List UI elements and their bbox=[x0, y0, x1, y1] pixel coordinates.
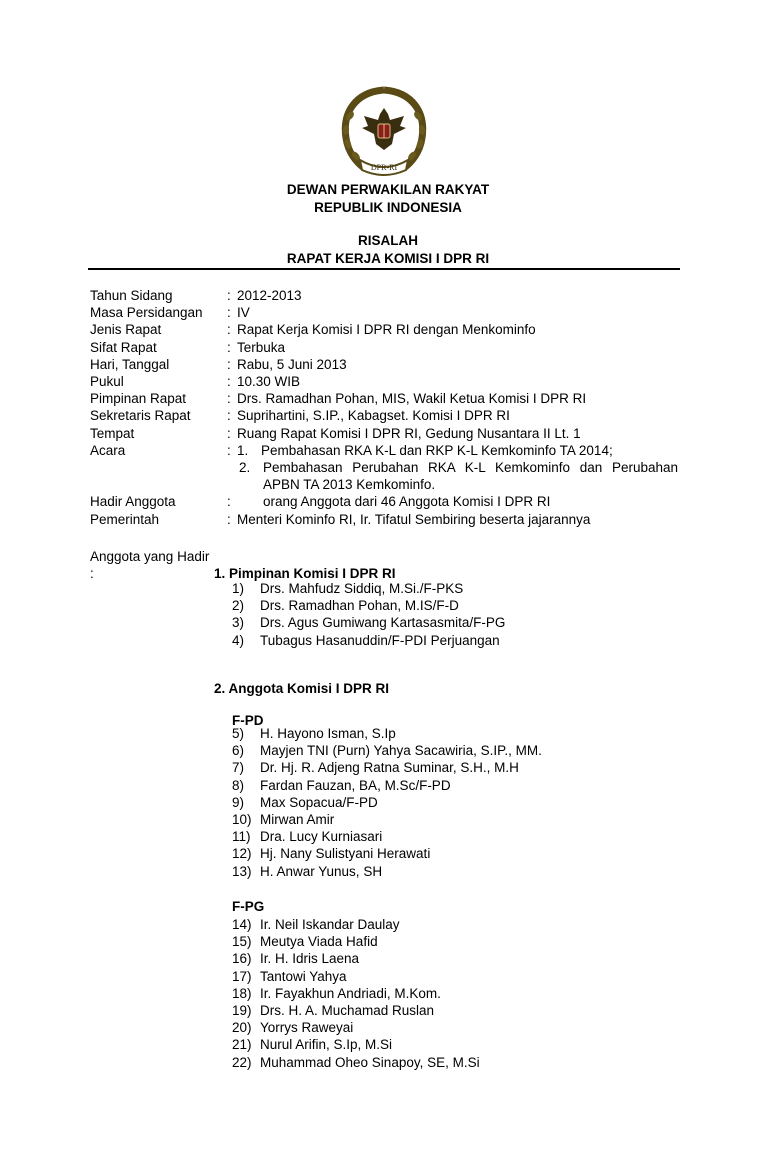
detail-label: Sifat Rapat bbox=[90, 339, 157, 355]
meeting-details bbox=[90, 287, 690, 528]
document-type: RISALAH bbox=[358, 233, 418, 248]
detail-value: Drs. Ramadhan Pohan, MIS, Wakil Ketua Komisi I DPR RI bbox=[237, 391, 587, 407]
detail-value: Menteri Kominfo RI, Ir. Tifatul Sembiring beserta jajarannya bbox=[237, 511, 591, 527]
detail-label: Tahun Sidang bbox=[90, 288, 173, 303]
list-item: 14) Ir. Neil Iskandar Daulay bbox=[232, 917, 400, 932]
institution-name: DEWAN PERWAKILAN RAKYAT bbox=[286, 182, 490, 197]
detail-value: Rabu, 5 Juni 2013 bbox=[237, 356, 347, 372]
pimpinan-list bbox=[232, 580, 505, 649]
attendance-heading bbox=[90, 548, 396, 582]
agenda-list bbox=[237, 442, 690, 494]
faction-label-fpg: F-PG bbox=[232, 899, 265, 914]
detail-value: Ruang Rapat Komisi I DPR RI, Gedung Nusantara II Lt. 1 bbox=[237, 425, 581, 441]
list-item: 12) Hj. Nany Sulistyani Herawati bbox=[232, 846, 431, 862]
detail-label: Hadir Anggota bbox=[90, 494, 176, 510]
fpg-list bbox=[232, 916, 480, 1071]
list-item: 15) Meutya Viada Hafid bbox=[232, 934, 378, 950]
list-item: 17) Tantowi Yahya bbox=[232, 968, 347, 984]
detail-row: Masa Persidangan : IV bbox=[90, 304, 690, 321]
detail-value: orang Anggota dari 46 Anggota Komisi I DPR RI bbox=[263, 494, 551, 510]
detail-value: 2012-2013 bbox=[237, 288, 302, 303]
institution-country: REPUBLIK INDONESIA bbox=[314, 200, 462, 215]
detail-label: Tempat bbox=[90, 425, 135, 441]
list-item: 8) Fardan Fauzan, BA, M.Sc/F-PD bbox=[232, 777, 451, 793]
detail-value: 10.30 WIB bbox=[237, 374, 301, 390]
detail-label: Hari, Tanggal bbox=[90, 356, 170, 372]
list-item: 13) H. Anwar Yunus, SH bbox=[232, 863, 383, 879]
list-item: 11) Dra. Lucy Kurniasari bbox=[232, 829, 383, 845]
attendance-label: Anggota yang Hadir : bbox=[90, 549, 210, 582]
list-item: 6) Mayjen TNI (Purn) Yahya Sacawiria, S.IP., MM. bbox=[232, 743, 542, 759]
detail-label: Acara bbox=[90, 442, 126, 458]
agenda-item: 1. Pembahasan RKA K-L dan RKP K-L Kemkominfo TA 2014; bbox=[237, 442, 613, 458]
faction-label-fpd: F-PD bbox=[232, 713, 264, 728]
agenda-item: 2. Pembahasan Perubahan RKA K-L Kemkominfo dan Perubahan APBN TA 2013 Kemkominfo. bbox=[239, 460, 678, 493]
list-item: 20) Yorrys Raweyai bbox=[232, 1020, 354, 1036]
detail-row: Sekretaris Rapat : Suprihartini, S.IP., Kabagset. Komisi I DPR RI bbox=[90, 407, 690, 424]
list-item: 16) Ir. H. Idris Laena bbox=[232, 951, 360, 967]
detail-label: Sekretaris Rapat bbox=[90, 408, 191, 424]
list-item: 4) Tubagus Hasanuddin/F-PDI Perjuangan bbox=[232, 632, 500, 648]
list-item: 3) Drs. Agus Gumiwang Kartasasmita/F-PG bbox=[232, 615, 506, 631]
detail-row: Sifat Rapat : Terbuka bbox=[90, 339, 690, 356]
detail-row: Tempat : Ruang Rapat Komisi I DPR RI, Gedung Nusantara II Lt. 1 bbox=[90, 425, 690, 442]
detail-value: IV bbox=[237, 305, 250, 321]
detail-value: Suprihartini, S.IP., Kabagset. Komisi I DPR RI bbox=[237, 408, 510, 424]
meeting-title: RAPAT KERJA KOMISI I DPR RI bbox=[286, 251, 490, 266]
detail-value: Rapat Kerja Komisi I DPR RI dengan Menkominfo bbox=[237, 322, 536, 338]
list-item: 22) Muhammad Oheo Sinapoy, SE, M.Si bbox=[232, 1054, 480, 1070]
fpd-list bbox=[232, 725, 542, 880]
section-anggota-title: 2. Anggota Komisi I DPR RI bbox=[214, 681, 390, 696]
agenda-row: Acara : 1. Pembahasan RKA K-L dan RKP K-L Kemkominfo TA 2014; 2. Pembahasan Perubahan RKA K-L Kemkominfo dan Perubahan APBN TA 2013 Kemkominfo. bbox=[90, 442, 690, 494]
detail-value: Terbuka bbox=[237, 339, 286, 355]
list-item: 19) Drs. H. A. Muchamad Ruslan bbox=[232, 1003, 435, 1019]
detail-row: Hadir Anggota : orang Anggota dari 46 Anggota Komisi I DPR RI bbox=[90, 493, 690, 510]
section-pimpinan-title: 1. Pimpinan Komisi I DPR RI bbox=[214, 566, 396, 582]
emblem-ribbon-text: DPR-RI bbox=[370, 163, 398, 172]
list-item: 7) Dr. Hj. R. Adjeng Ratna Suminar, S.H., M.H bbox=[232, 760, 519, 776]
detail-label: Jenis Rapat bbox=[90, 322, 162, 338]
detail-label: Pemerintah bbox=[90, 511, 160, 527]
detail-row: Pimpinan Rapat : Drs. Ramadhan Pohan, MIS, Wakil Ketua Komisi I DPR RI bbox=[90, 390, 690, 407]
detail-label: Masa Persidangan bbox=[90, 305, 203, 321]
detail-label: Pimpinan Rapat bbox=[90, 391, 187, 407]
list-item: 9) Max Sopacua/F-PD bbox=[232, 794, 378, 810]
list-item: 18) Ir. Fayakhun Andriadi, M.Kom. bbox=[232, 985, 441, 1001]
list-item: 2) Drs. Ramadhan Pohan, M.IS/F-D bbox=[232, 598, 459, 614]
list-item: 1) Drs. Mahfudz Siddiq, M.Si./F-PKS bbox=[232, 581, 464, 596]
detail-label: Pukul bbox=[90, 374, 124, 390]
list-item: 21) Nurul Arifin, S.Ip, M.Si bbox=[232, 1037, 393, 1053]
detail-row: Hari, Tanggal : Rabu, 5 Juni 2013 bbox=[90, 356, 690, 373]
list-item: 5) H. Hayono Isman, S.Ip bbox=[232, 726, 396, 741]
detail-row: Pemerintah : Menteri Kominfo RI, Ir. Tifatul Sembiring beserta jajarannya bbox=[90, 511, 690, 528]
dpr-ri-emblem-logo bbox=[334, 86, 434, 178]
detail-row: Tahun Sidang : 2012-2013 bbox=[90, 287, 690, 304]
header-rule bbox=[88, 268, 680, 270]
list-item: 10) Mirwan Amir bbox=[232, 812, 335, 828]
detail-row: Pukul : 10.30 WIB bbox=[90, 373, 690, 390]
detail-row: Jenis Rapat : Rapat Kerja Komisi I DPR RI dengan Menkominfo bbox=[90, 321, 690, 338]
